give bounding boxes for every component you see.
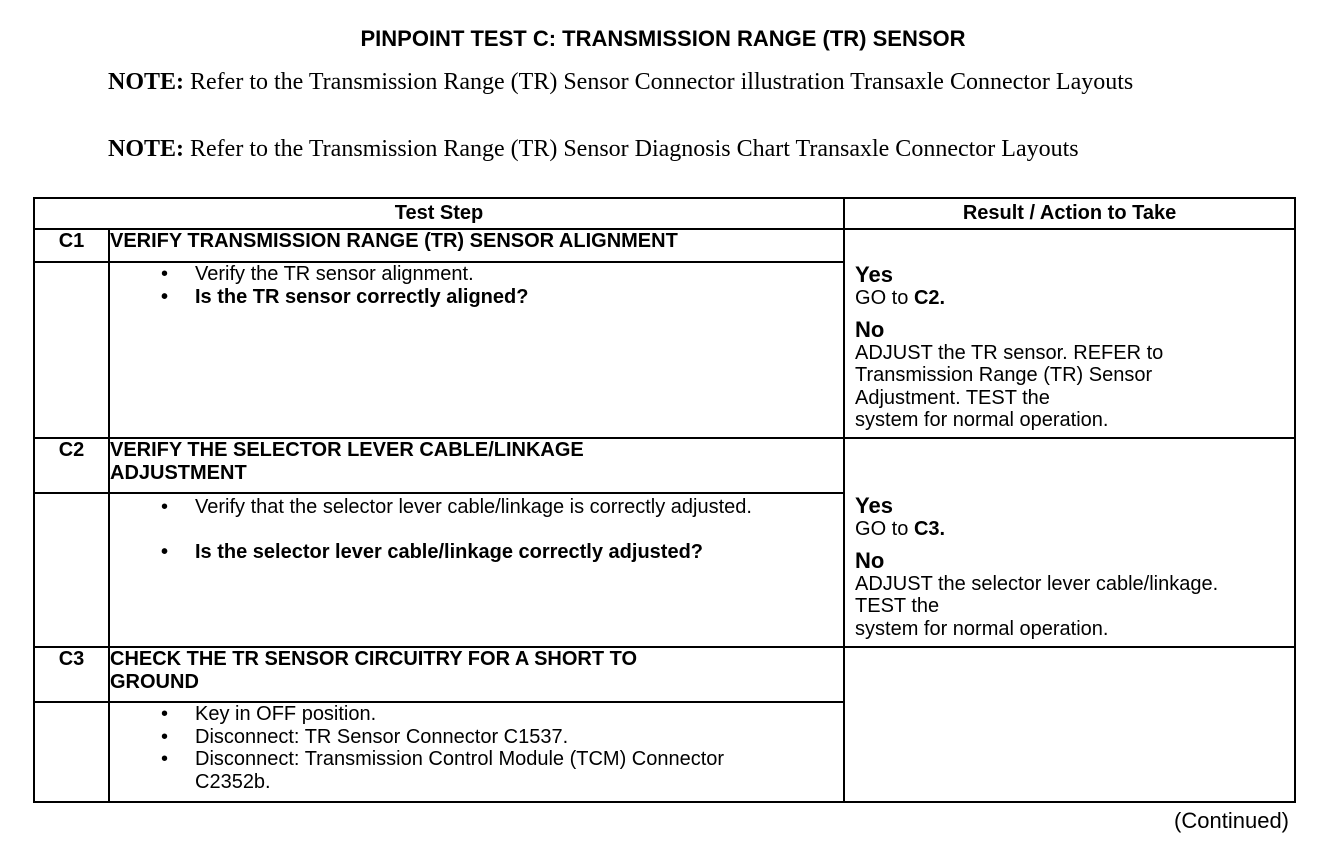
step-c1-bullet-1: • Verify the TR sensor alignment. [195,263,843,286]
step-c3-title [109,647,844,702]
step-c2-no-line-3: system for normal operation. [855,617,1109,640]
step-c1-title-row [34,229,1295,262]
note-1-text: Refer to the Transmission Range (TR) Sensor Connector illustration Transaxle Connector Layouts [190,69,1134,95]
step-c2-title-row [34,438,1295,493]
step-c1-no-line-2: Transmission Range (TR) Sensor [855,364,1153,386]
step-c1-yes-target: C2. [913,287,946,309]
step-c2-title-line-2: ADJUSTMENT [110,461,247,484]
step-c3-bullet-3-continuation: C2352b. [195,770,271,793]
note-1 [108,69,1188,96]
step-c3-bullet-1: • Key in OFF position. [195,703,843,726]
continued-label: (Continued) [1174,808,1289,833]
step-c1-result [844,229,1295,438]
header-test-step: Test Step [34,198,844,229]
note-2 [108,136,1188,163]
step-c2-yes-target: C3. [913,518,946,540]
note-2-text: Refer to the Transmission Range (TR) Sensor Diagnosis Chart Transaxle Connector Layouts [190,136,1079,162]
step-c3-id-spacer [34,702,109,802]
step-c3-bullet-2: • Disconnect: TR Sensor Connector C1537. [195,726,843,749]
step-c2-no-line-1: ADJUST the selector lever cable/linkage. [855,572,1219,595]
table-header-row [34,198,1295,229]
step-c1-title: VERIFY TRANSMISSION RANGE (TR) SENSOR ALIGNMENT [109,229,844,262]
pinpoint-test-table [33,197,1296,803]
step-c3-title-row [34,647,1295,702]
step-c3-bullet-3: • Disconnect: Transmission Control Module (TCM) Connector [195,748,843,771]
step-c1-no-line-4: system for normal operation. [855,409,1109,431]
step-c2-bullet-1: • Verify that the selector lever cable/linkage is correctly adjusted. [195,496,843,519]
step-c1-no-line-3: Adjustment. TEST the [855,386,1050,409]
step-c2-id: C2 [34,438,109,493]
step-c3-id: C3 [34,647,109,702]
step-c3-body [109,702,844,802]
step-c3-title-line-2: GROUND [110,670,199,693]
step-c1-id: C1 [34,229,109,262]
step-c2-bullet-2: • Is the selector lever cable/linkage correctly adjusted? [195,541,843,564]
note-2-label: NOTE: [108,136,185,162]
step-c2-title [109,438,844,493]
step-c2-no-label: No [855,547,885,573]
step-c2-result [844,438,1295,647]
step-c2-id-spacer [34,493,109,647]
step-c1-bullet-2: • Is the TR sensor correctly aligned? [195,286,843,309]
note-1-label: NOTE: [108,69,185,95]
step-c1-no-label: No [855,316,885,342]
step-c2-yes-action: GO to C3. [855,518,946,540]
step-c3-title-line-1: CHECK THE TR SENSOR CIRCUITRY FOR A SHORT TO [110,648,638,670]
step-c2-yes-label: Yes [855,493,893,518]
step-c3-result [844,647,1295,802]
step-c1-id-spacer [34,262,109,438]
page-title: PINPOINT TEST C: TRANSMISSION RANGE (TR) SENSOR [360,26,966,51]
header-result: Result / Action to Take [844,198,1295,229]
step-c2-no-line-2: TEST the [855,595,940,617]
step-c1-yes-action: GO to C2. [855,287,946,309]
step-c1-no-line-1: ADJUST the TR sensor. REFER to [855,341,1164,364]
step-c2-body [109,493,844,647]
step-c1-yes-label: Yes [855,262,893,287]
step-c2-title-line-1: VERIFY THE SELECTOR LEVER CABLE/LINKAGE [110,439,584,461]
step-c1-body [109,262,844,438]
